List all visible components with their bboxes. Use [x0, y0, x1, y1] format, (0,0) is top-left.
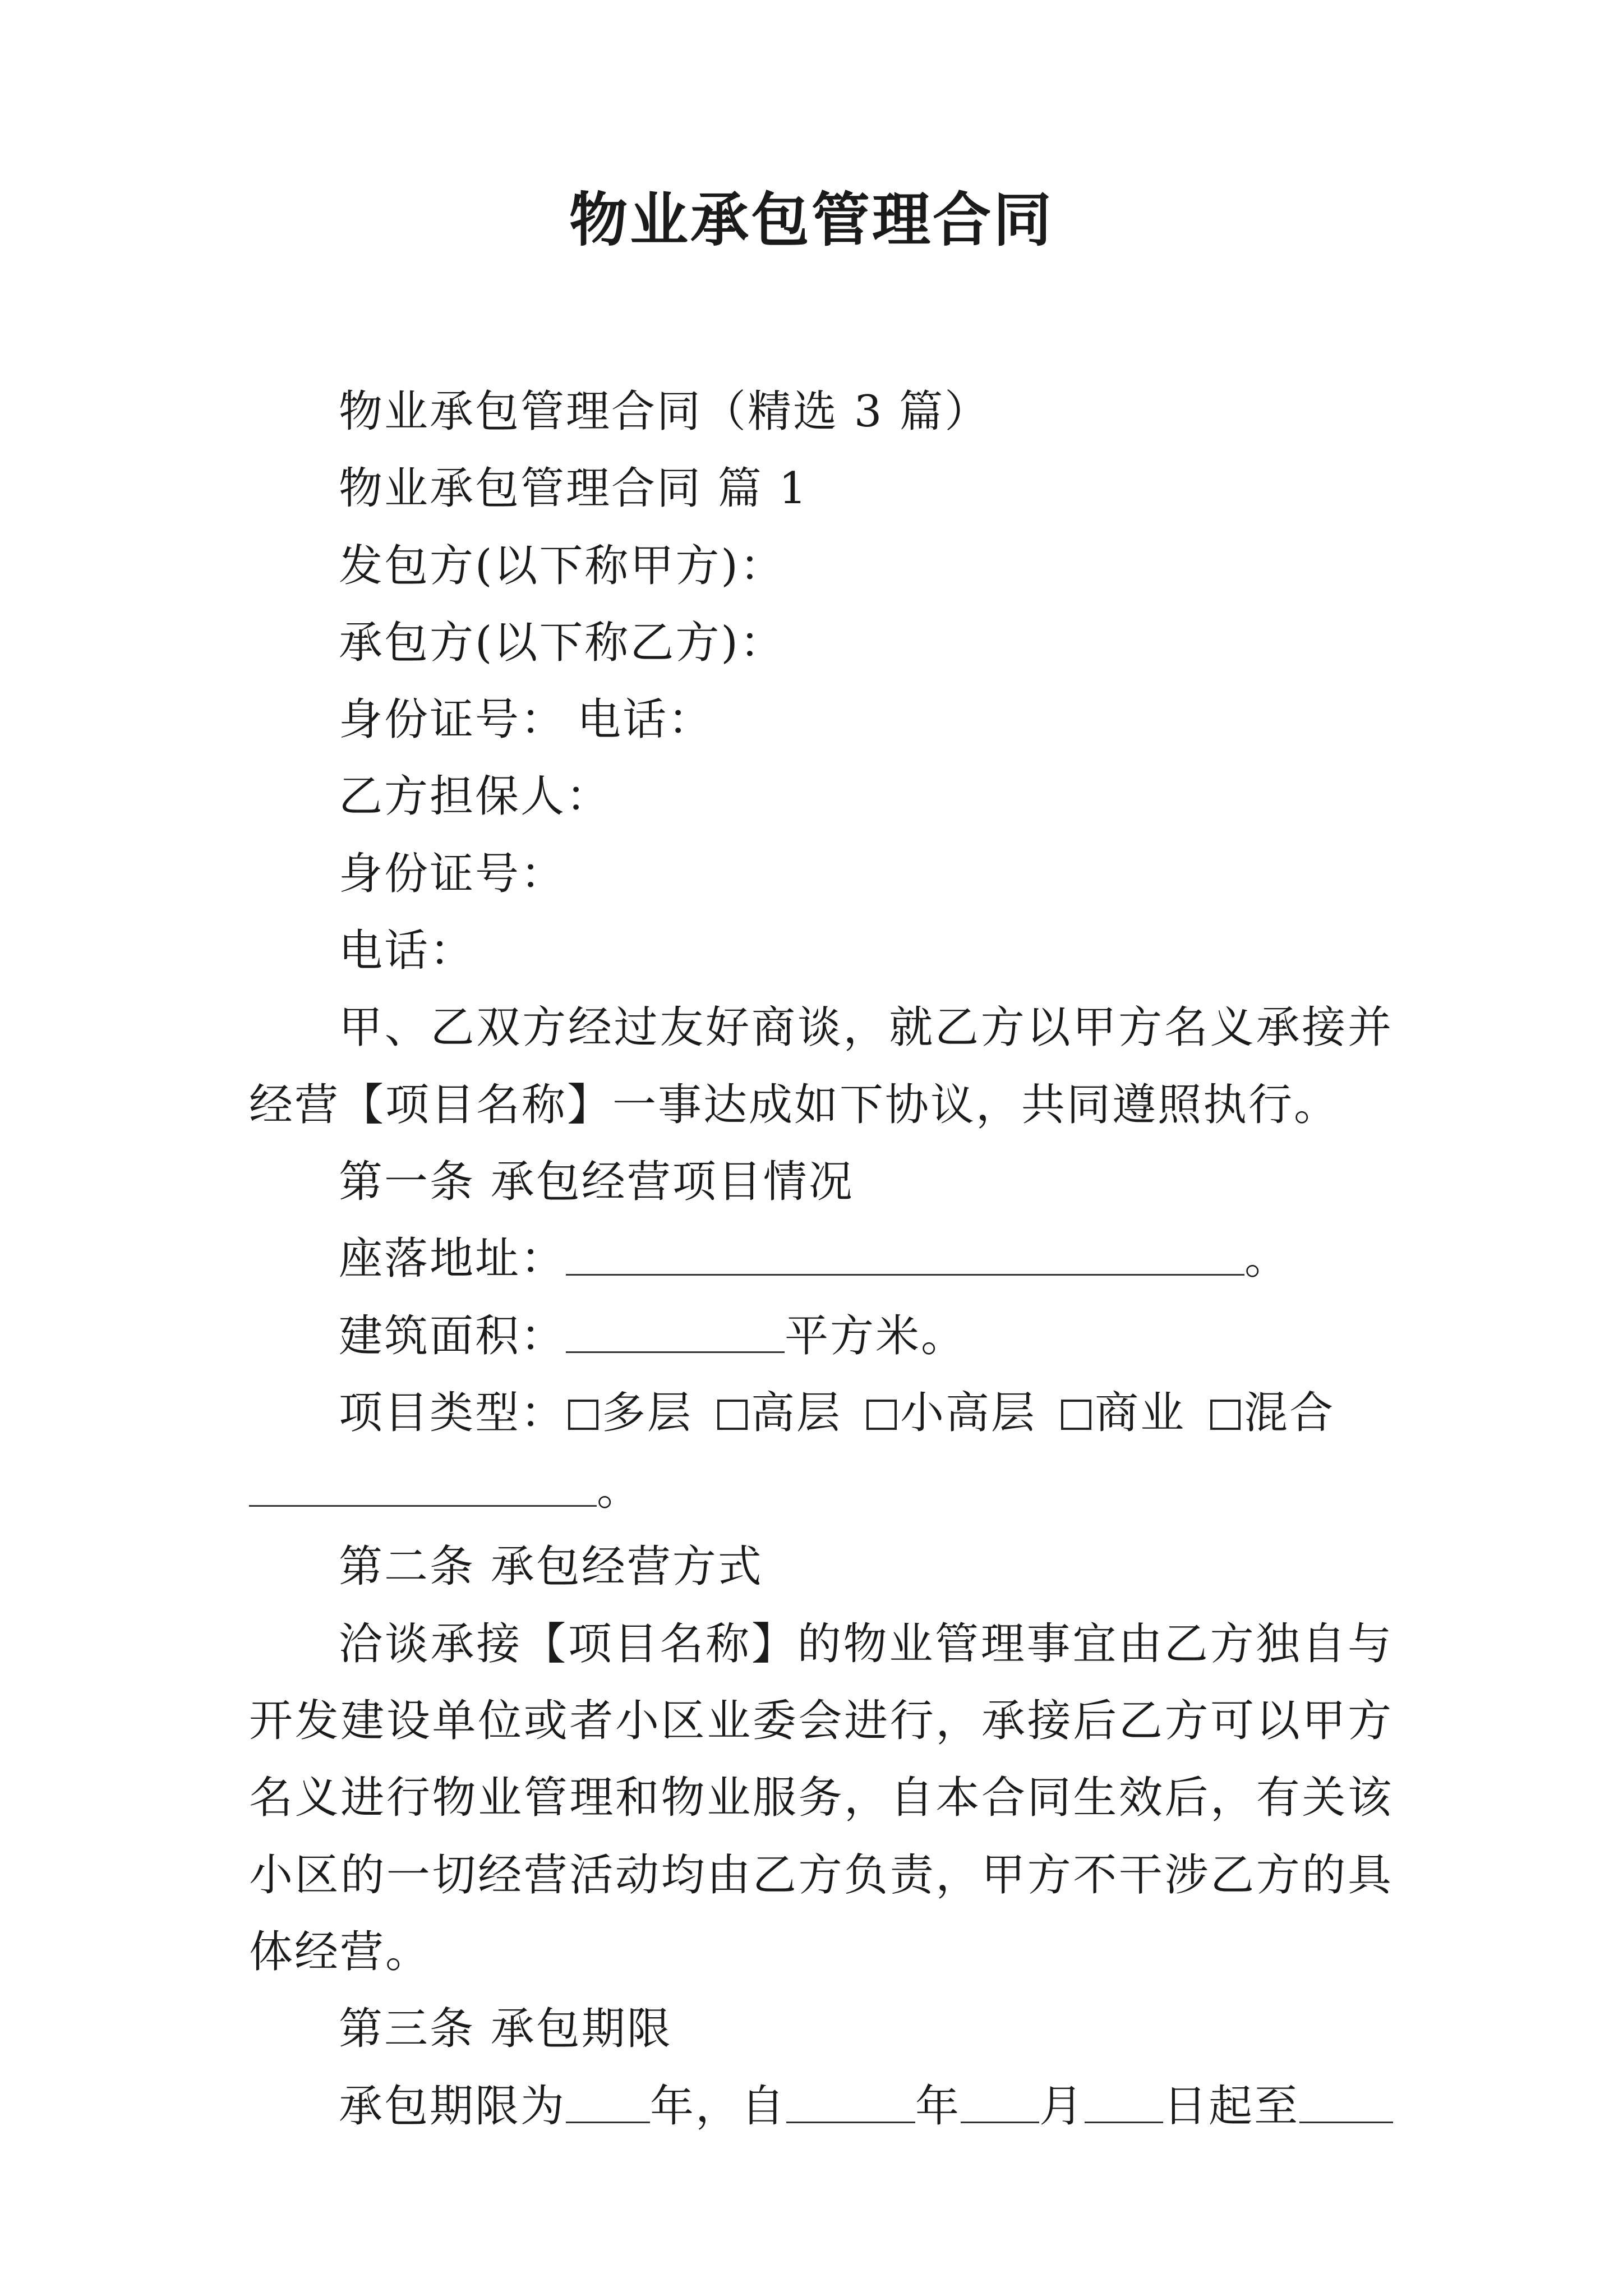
document-title: 物业承包管理合同 [569, 185, 1054, 254]
address-line [249, 1221, 1393, 1297]
article-2-paragraph: 洽谈承接【项目名称】的物业管理事宜由乙方独自与开发建设单位或者小区业委会进行，承接后乙方可以甲方名义进行物业管理和物业服务，自本合同生效后，有关该小区的一切经营活动均由乙方负责，甲方不干涉乙方的具体经营。 [249, 1618, 1393, 1977]
month-label: 月 [1039, 2081, 1085, 2132]
type-option: 商业 [1095, 1387, 1186, 1438]
party-b-line: 承包方(以下称乙方)： [339, 617, 785, 668]
type-label: 项目类型： [339, 1387, 566, 1438]
id-label: 身份证号： [339, 694, 566, 746]
intro-paragraph: 甲、乙双方经过友好商谈，就乙方以甲方名义承接并经营【项目名称】一事达成如下协议，共同遵照执行。 [249, 1002, 1393, 1130]
guarantor-phone-line: 电话： [339, 926, 476, 977]
area-line [249, 1298, 1393, 1375]
term-from: 年，自 [650, 2081, 787, 2132]
term-label: 承包期限为 [339, 2081, 566, 2132]
article-1-heading: 第一条 承包经营项目情况 [339, 1156, 854, 1207]
checkbox-icon [717, 1400, 748, 1430]
address-period: 。 [1244, 1234, 1290, 1285]
checkbox-icon [866, 1400, 897, 1430]
document-body [249, 374, 1393, 2145]
start-year-blank [786, 2078, 915, 2123]
checkbox-icon [568, 1400, 598, 1430]
part-heading: 物业承包管理合同 篇 1 [339, 463, 809, 514]
type-option: 高层 [751, 1387, 842, 1438]
id-phone-line [249, 682, 1393, 758]
area-blank [566, 1308, 785, 1353]
start-day-blank [1085, 2078, 1163, 2123]
type-blank [249, 1461, 597, 1507]
type-option: 多层 [602, 1387, 693, 1438]
type-option: 小高层 [900, 1387, 1037, 1438]
guarantor-id-line: 身份证号： [339, 848, 566, 899]
start-month-blank [961, 2078, 1039, 2123]
type-period: 。 [597, 1465, 643, 1516]
article-3-heading: 第三条 承包期限 [339, 2004, 672, 2055]
checkbox-icon [1210, 1400, 1241, 1430]
subtitle-line: 物业承包管理合同（精选 3 篇） [339, 386, 990, 437]
term-line [249, 2068, 1393, 2145]
address-label: 座落地址： [339, 1234, 566, 1285]
day-label: 日起至 [1163, 2081, 1300, 2132]
area-label: 建筑面积： [339, 1310, 566, 1361]
phone-label: 电话： [577, 694, 714, 746]
guarantor-line: 乙方担保人： [339, 771, 612, 822]
end-year-blank [1299, 2078, 1393, 2123]
article-2-heading: 第二条 承包经营方式 [339, 1542, 763, 1593]
area-unit: 平方米。 [785, 1310, 967, 1361]
address-blank [566, 1230, 1244, 1276]
type-line [249, 1375, 1393, 1452]
type-blank-line [249, 1452, 1393, 1529]
year-label: 年 [915, 2081, 961, 2132]
checkbox-icon [1061, 1400, 1091, 1430]
type-option: 混合 [1244, 1387, 1335, 1438]
term-years-blank [566, 2078, 650, 2123]
party-a-line: 发包方(以下称甲方)： [339, 540, 785, 591]
